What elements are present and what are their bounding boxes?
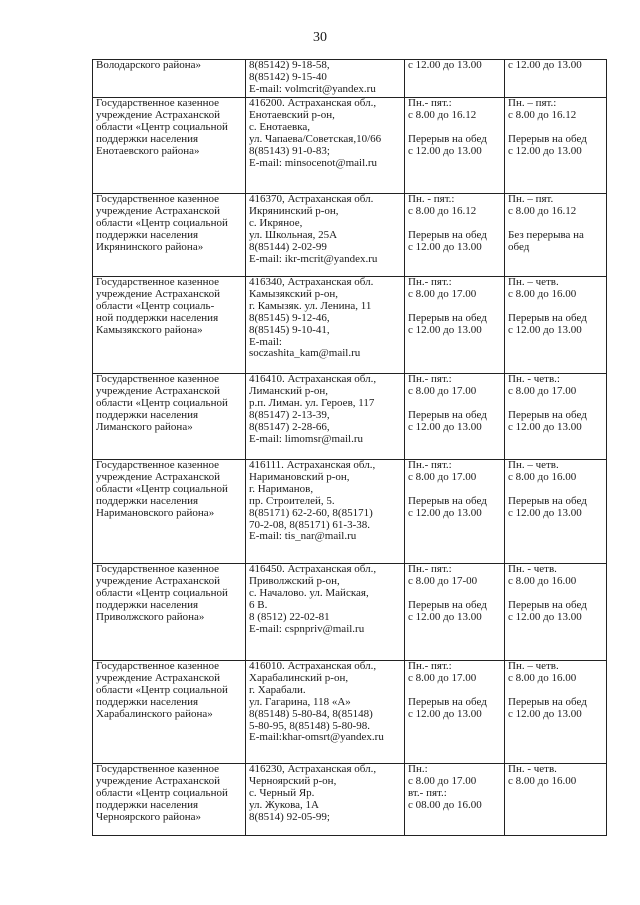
address-line: E-mail: bbox=[249, 335, 282, 348]
table-row bbox=[93, 98, 607, 194]
address-line: г. Харабали. bbox=[249, 683, 306, 696]
address-line: 416370, Астраханская обл. bbox=[249, 193, 374, 205]
working-hours-cell bbox=[405, 764, 505, 836]
organization-line: Лиманского района» bbox=[96, 420, 193, 433]
hours-line: Пн.- пят.: bbox=[408, 373, 452, 385]
break-line: с 12.00 до 13.00 bbox=[508, 323, 582, 336]
hours-line: с 8.00 до 17.00 bbox=[408, 671, 477, 684]
organization-line: области «Центр социальной bbox=[96, 216, 228, 229]
address-line: 8(85171) 62-2-60, 8(85171) bbox=[249, 506, 373, 519]
address-line: 416340, Астраханская обл. bbox=[249, 276, 374, 288]
organization-cell bbox=[93, 374, 246, 460]
working-hours-cell bbox=[405, 374, 505, 460]
organization-line: Володарского района» bbox=[96, 59, 202, 71]
organization-line: области «Центр социальной bbox=[96, 683, 228, 696]
address-line: Камызякский р-он, bbox=[249, 287, 338, 300]
hours-line: с 8.00 до 16.12 bbox=[408, 204, 477, 217]
hours-line: с 8.00 до 16.12 bbox=[508, 204, 577, 217]
address-line: 70-2-08, 8(85171) 61-3-38. bbox=[249, 518, 370, 531]
organization-line: области «Центр социальной bbox=[96, 786, 228, 799]
organization-line: поддержки населения bbox=[96, 798, 199, 811]
address-cell bbox=[246, 661, 405, 764]
break-line: Перерыв на обед bbox=[508, 132, 587, 145]
hours-line: Пн. – четв. bbox=[508, 459, 559, 471]
address-line: 416111. Астраханская обл., bbox=[249, 459, 376, 471]
organization-line: учреждение Астраханской bbox=[96, 574, 220, 587]
break-line: Перерыв на обед bbox=[508, 311, 587, 324]
organization-line: учреждение Астраханской bbox=[96, 287, 220, 300]
table-row bbox=[93, 764, 607, 836]
address-line: 8(85145) 9-10-41, bbox=[249, 323, 330, 336]
break-line: Перерыв на обед bbox=[408, 228, 487, 241]
address-cell bbox=[246, 98, 405, 194]
break-line: Перерыв на обед bbox=[408, 132, 487, 145]
hours-line: с 8.00 до 16.12 bbox=[508, 108, 577, 121]
address-line: E-mail: tis_nar@mail.ru bbox=[249, 530, 357, 543]
address-line: 8(85147) 2-13-39, bbox=[249, 408, 330, 421]
organization-line: поддержки населения bbox=[96, 408, 199, 421]
hours-line: с 8.00 до 16.00 bbox=[508, 574, 577, 587]
organization-line: Государственное казенное bbox=[96, 97, 220, 109]
reception-hours-cell bbox=[505, 60, 607, 98]
hours-line: Пн.- пят.: bbox=[408, 97, 452, 109]
address-cell bbox=[246, 374, 405, 460]
address-cell bbox=[246, 277, 405, 374]
organization-line: учреждение Астраханской bbox=[96, 108, 220, 121]
reception-hours-cell bbox=[505, 277, 607, 374]
address-line: E-mail: cspnpriv@mail.ru bbox=[249, 622, 365, 635]
address-line: пр. Строителей, 5. bbox=[249, 494, 335, 507]
page-number: 30 bbox=[313, 30, 327, 45]
organization-line: Государственное казенное bbox=[96, 563, 220, 575]
organization-line: области «Центр социальной bbox=[96, 482, 228, 495]
hours-line: с 8.00 до 17-00 bbox=[408, 574, 478, 587]
organization-cell bbox=[93, 98, 246, 194]
break-line: с 12.00 до 13.00 bbox=[508, 707, 582, 720]
reception-hours-cell bbox=[505, 661, 607, 764]
hours-line: с 8.00 до 16.00 bbox=[508, 287, 577, 300]
hours-line: Пн. – четв. bbox=[508, 660, 559, 672]
organization-line: Харабалинского района» bbox=[96, 707, 213, 720]
working-hours-cell bbox=[405, 661, 505, 764]
organization-line: Государственное казенное bbox=[96, 373, 220, 385]
table-row bbox=[93, 460, 607, 564]
break-line: с 12.00 до 13.00 bbox=[508, 610, 582, 623]
break-line: с 12.00 до 13.00 bbox=[408, 506, 482, 519]
hours-line: Пн. – пят. bbox=[508, 193, 554, 205]
organization-line: области «Центр социаль- bbox=[96, 299, 215, 312]
hours-line: с 8.00 до 16.12 bbox=[408, 108, 477, 121]
break-line: Перерыв на обед bbox=[408, 598, 487, 611]
reception-hours-cell bbox=[505, 460, 607, 564]
address-line: 8(8514) 92-05-99; bbox=[249, 810, 330, 823]
hours-line: Пн.: bbox=[408, 763, 428, 775]
hours-line: Пн. – четв. bbox=[508, 276, 559, 288]
table-row bbox=[93, 661, 607, 764]
table-row bbox=[93, 194, 607, 277]
organization-line: Камызякского района» bbox=[96, 323, 203, 336]
hours-line: вт.- пят.: bbox=[408, 786, 447, 799]
break-line: с 12.00 до 13.00 bbox=[508, 420, 582, 433]
break-line: с 12.00 до 13.00 bbox=[408, 240, 482, 253]
organization-line: Государственное казенное bbox=[96, 763, 220, 775]
organization-line: учреждение Астраханской bbox=[96, 774, 220, 787]
address-line: 416410. Астраханская обл., bbox=[249, 373, 377, 385]
break-line: Перерыв на обед bbox=[508, 695, 587, 708]
break-line: Перерыв на обед bbox=[508, 408, 587, 421]
hours-line: Пн. - четв. bbox=[508, 563, 557, 575]
hours-line: Пн. – пят.: bbox=[508, 97, 557, 109]
address-line: Икрянинский р-он, bbox=[249, 204, 339, 217]
organization-cell bbox=[93, 460, 246, 564]
hours-line: с 08.00 до 16.00 bbox=[408, 798, 482, 811]
address-line: Лиманский р-он, bbox=[249, 384, 329, 397]
address-line: 416450. Астраханская обл., bbox=[249, 563, 377, 575]
address-line: ул. Школьная, 25А bbox=[249, 228, 338, 241]
address-line: Черноярский р-он, bbox=[249, 774, 337, 787]
organization-line: Енотаевского района» bbox=[96, 144, 200, 157]
organization-line: области «Центр социальной bbox=[96, 396, 228, 409]
hours-line: с 8.00 до 17.00 bbox=[408, 384, 477, 397]
hours-line: с 8.00 до 17.00 bbox=[408, 287, 477, 300]
organization-line: поддержки населения bbox=[96, 494, 199, 507]
table-row bbox=[93, 564, 607, 661]
organization-line: учреждение Астраханской bbox=[96, 204, 220, 217]
break-line: Перерыв на обед bbox=[508, 494, 587, 507]
organization-cell bbox=[93, 60, 246, 98]
organization-line: области «Центр социальной bbox=[96, 586, 228, 599]
address-line: Харабалинский р-он, bbox=[249, 671, 349, 684]
reception-hours-cell bbox=[505, 564, 607, 661]
address-line: с. Черный Яр. bbox=[249, 786, 315, 799]
organization-line: учреждение Астраханской bbox=[96, 384, 220, 397]
address-line: 8(85148) 5-80-84, 8(85148) bbox=[249, 707, 373, 720]
address-line: 8(85142) 9-15-40 bbox=[249, 70, 327, 83]
address-line: 6 В. bbox=[249, 598, 268, 611]
organization-line: области «Центр социальной bbox=[96, 120, 228, 133]
hours-line: с 12.00 до 13.00 bbox=[408, 59, 482, 71]
address-line: Енотаевский р-он, bbox=[249, 108, 335, 121]
organization-cell bbox=[93, 764, 246, 836]
services-table bbox=[92, 59, 607, 836]
organization-line: Наримановского района» bbox=[96, 506, 215, 519]
break-line: с 12.00 до 13.00 bbox=[508, 144, 582, 157]
hours-line: с 12.00 до 13.00 bbox=[508, 59, 582, 71]
break-line: с 12.00 до 13.00 bbox=[408, 323, 482, 336]
working-hours-cell bbox=[405, 564, 505, 661]
address-line: 8(85143) 91-0-83; bbox=[249, 144, 330, 157]
organization-line: поддержки населения bbox=[96, 132, 199, 145]
address-cell bbox=[246, 194, 405, 277]
organization-line: поддержки населения bbox=[96, 695, 199, 708]
organization-line: поддержки населения bbox=[96, 228, 199, 241]
hours-line: с 8.00 до 17.00 bbox=[408, 774, 477, 787]
address-line: 8 (8512) 22-02-81 bbox=[249, 610, 330, 623]
organization-line: Государственное казенное bbox=[96, 193, 220, 205]
address-line: ул. Жукова, 1А bbox=[249, 798, 319, 811]
organization-line: поддержки населения bbox=[96, 598, 199, 611]
break-line: с 12.00 до 13.00 bbox=[408, 420, 482, 433]
organization-line: учреждение Астраханской bbox=[96, 470, 220, 483]
address-line: г. Нариманов, bbox=[249, 482, 314, 495]
organization-line: Икрянинского района» bbox=[96, 240, 204, 253]
working-hours-cell bbox=[405, 98, 505, 194]
break-line: Без перерыва на bbox=[508, 228, 584, 241]
break-line: с 12.00 до 13.00 bbox=[408, 707, 482, 720]
address-line: г. Камызяк. ул. Ленина, 11 bbox=[249, 299, 372, 312]
address-cell bbox=[246, 60, 405, 98]
table-body bbox=[93, 60, 607, 836]
working-hours-cell bbox=[405, 460, 505, 564]
organization-line: Государственное казенное bbox=[96, 276, 220, 288]
organization-cell bbox=[93, 277, 246, 374]
address-line: E-mail: volmcrit@yandex.ru bbox=[249, 82, 376, 95]
address-line: soczashita_kam@mail.ru bbox=[249, 347, 361, 360]
address-line: 8(85145) 9-12-46, bbox=[249, 311, 330, 324]
hours-line: с 8.00 до 17.00 bbox=[408, 470, 477, 483]
hours-line: Пн. - пят.: bbox=[408, 193, 455, 205]
hours-line: с 8.00 до 16.00 bbox=[508, 671, 577, 684]
hours-line: Пн.- пят.: bbox=[408, 276, 452, 288]
address-line: ул. Гагарина, 118 «А» bbox=[249, 695, 351, 708]
address-cell bbox=[246, 764, 405, 836]
hours-line: с 8.00 до 16.00 bbox=[508, 470, 577, 483]
organization-line: Приволжского района» bbox=[96, 610, 205, 623]
address-line: E-mail:khar-omsrt@yandex.ru bbox=[249, 731, 384, 744]
organization-line: Государственное казенное bbox=[96, 660, 220, 672]
break-line: обед bbox=[508, 240, 530, 253]
address-line: 416200. Астраханская обл., bbox=[249, 97, 377, 109]
address-line: с. Енотаевка, bbox=[249, 120, 311, 133]
address-line: 8(85144) 2-02-99 bbox=[249, 240, 327, 253]
hours-line: Пн.- пят.: bbox=[408, 563, 452, 575]
address-line: Приволжский р-он, bbox=[249, 574, 340, 587]
organization-line: Черноярского района» bbox=[96, 810, 201, 823]
address-line: E-mail: limomsr@mail.ru bbox=[249, 432, 364, 445]
table-row bbox=[93, 60, 607, 98]
address-line: 416010. Астраханская обл., bbox=[249, 660, 377, 672]
organization-line: ной поддержки населения bbox=[96, 311, 219, 324]
break-line: Перерыв на обед bbox=[408, 408, 487, 421]
table-row bbox=[93, 374, 607, 460]
reception-hours-cell bbox=[505, 374, 607, 460]
address-line: с. Началово. ул. Майская, bbox=[249, 586, 369, 599]
address-cell bbox=[246, 460, 405, 564]
organization-line: Государственное казенное bbox=[96, 459, 220, 471]
break-line: Перерыв на обед bbox=[408, 494, 487, 507]
hours-line: Пн. - четв. bbox=[508, 763, 557, 775]
address-line: E-mail: minsocenot@mail.ru bbox=[249, 156, 378, 169]
break-line: с 12.00 до 13.00 bbox=[408, 144, 482, 157]
address-line: Наримановский р-он, bbox=[249, 470, 350, 483]
address-line: 8(85142) 9-18-58, bbox=[249, 59, 330, 71]
working-hours-cell bbox=[405, 277, 505, 374]
address-line: 5-80-95, 8(85148) 5-80-98. bbox=[249, 719, 370, 732]
address-cell bbox=[246, 564, 405, 661]
address-line: 416230, Астраханская обл., bbox=[249, 763, 377, 775]
organization-cell bbox=[93, 661, 246, 764]
address-line: 8(85147) 2-28-66, bbox=[249, 420, 330, 433]
address-line: р.п. Лиман. ул. Героев, 117 bbox=[249, 396, 375, 409]
hours-line: Пн.- пят.: bbox=[408, 459, 452, 471]
break-line: Перерыв на обед bbox=[508, 598, 587, 611]
organization-cell bbox=[93, 194, 246, 277]
table-row bbox=[93, 277, 607, 374]
address-line: ул. Чапаева/Советская,10/66 bbox=[249, 132, 382, 145]
hours-line: с 8.00 до 17.00 bbox=[508, 384, 577, 397]
break-line: Перерыв на обед bbox=[408, 695, 487, 708]
break-line: Перерыв на обед bbox=[408, 311, 487, 324]
organization-cell bbox=[93, 564, 246, 661]
working-hours-cell bbox=[405, 60, 505, 98]
reception-hours-cell bbox=[505, 98, 607, 194]
hours-line: Пн. - четв.: bbox=[508, 373, 560, 385]
address-line: E-mail: ikr-mcrit@yandex.ru bbox=[249, 252, 378, 265]
hours-line: Пн.- пят.: bbox=[408, 660, 452, 672]
address-line: с. Икряное, bbox=[249, 216, 303, 229]
reception-hours-cell bbox=[505, 194, 607, 277]
hours-line: с 8.00 до 16.00 bbox=[508, 774, 577, 787]
break-line: с 12.00 до 13.00 bbox=[408, 610, 482, 623]
break-line: с 12.00 до 13.00 bbox=[508, 506, 582, 519]
working-hours-cell bbox=[405, 194, 505, 277]
organization-line: учреждение Астраханской bbox=[96, 671, 220, 684]
reception-hours-cell bbox=[505, 764, 607, 836]
